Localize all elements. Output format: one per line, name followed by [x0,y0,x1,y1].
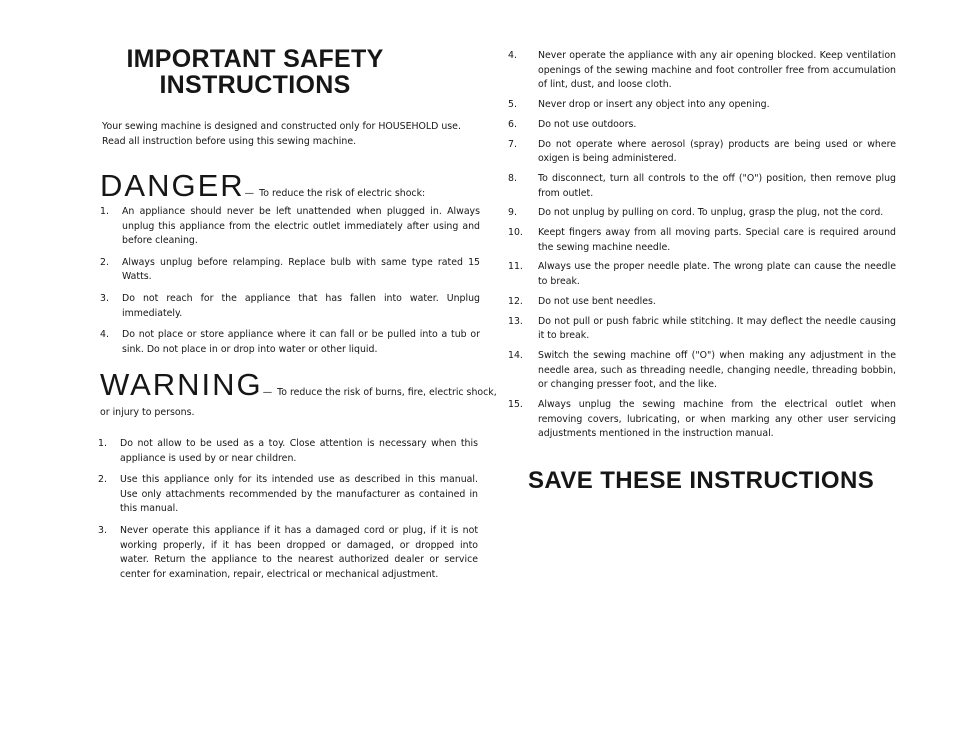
item-text: Never operate this appliance if it has a damaged cord or plug, if it is not working properly, if it has been dropped or damaged, or dropped into water. Return the appliance to the nearest authorized dealer or service center for examination, repair, electrical or mechanical adjustment. [120,524,478,580]
item-number: 9. [508,207,517,219]
item-text: Do not use bent needles. [538,295,656,307]
item-text: Do not place or store appliance where it can fall or be pulled into a tub or sink. Do not place in or drop into water or other liquid. [122,329,480,355]
item-text: Never drop or insert any object into any opening. [538,98,770,110]
warning-dash: — [262,387,273,398]
danger-list [100,205,480,364]
list-item [508,260,896,289]
save-instructions-heading: SAVE THESE INSTRUCTIONS [528,467,875,494]
warning-heading [100,367,497,403]
item-text: Always unplug before relamping. Replace bulb with same type rated 15 Watts. [122,256,480,283]
item-text: Switch the sewing machine off ("O") when making any adjustment in the needle area, such as threading needle, changing needle, threading bobbin, or changing presser foot, and the like. [538,349,896,391]
item-text: Do not unplug by pulling on cord. To unplug, grasp the plug, not the cord. [538,207,884,219]
item-number: 3. [98,524,107,536]
item-text: Do not operate where aerosol (spray) products are being used or where oxigen is being administered. [538,138,896,165]
item-number: 1. [100,206,109,217]
item-text: To disconnect, turn all controls to the off ("O") position, then remove plug from outlet. [538,172,896,199]
item-text: Do not reach for the appliance that has fallen into water. Unplug immediately. [122,292,480,319]
item-number: 6. [508,118,517,130]
list-item [508,98,896,113]
item-number: 7. [508,138,517,150]
warning-subtext-continued: or injury to persons. [100,407,195,418]
item-number: 15. [508,398,523,410]
item-text: Always use the proper needle plate. The wrong plate can cause the needle to break. [538,261,896,288]
danger-dash: — [244,188,255,199]
item-number: 14. [508,349,523,361]
item-text: Do not use outdoors. [538,118,637,130]
danger-heading [100,168,425,204]
list-item [100,256,480,285]
warning-subtext: To reduce the risk of burns, fire, electric shock, [277,387,497,398]
list-item [508,172,896,201]
item-number: 10. [508,227,523,239]
list-item [98,473,478,517]
item-number: 2. [98,474,107,486]
list-item [508,398,896,442]
list-item [508,349,896,393]
page-title: IMPORTANT SAFETY INSTRUCTIONS [126,45,384,99]
list-item [508,118,896,133]
warning-word: WARNING [100,367,263,402]
item-number: 11. [508,261,523,273]
item-text: An appliance should never be left unattended when plugged in. Always unplug this appliance from the electric outlet immediately after using and before cleaning. [122,206,480,247]
item-text: Use this appliance only for its intended use as described in this manual. Use only attachments recommended by the manufacturer as contained in this manual. [120,474,478,515]
list-item [508,315,896,344]
item-text: Keept fingers away from all moving parts. Special care is required around the sewing machine needle. [538,227,896,253]
instructions-list-continued [508,49,896,447]
list-item [508,138,896,167]
item-text: Do not pull or push fabric while stitching. It may deflect the needle causing it to break. [538,315,896,342]
list-item [100,328,480,357]
item-text: Always unplug the sewing machine from the electrical outlet when removing covers, lubricating, or when marking any other user servicing adjustments mentioned in the instruction manual. [538,398,896,440]
list-item [100,292,480,321]
item-number: 4. [508,50,517,61]
list-item [508,295,896,310]
item-number: 8. [508,172,517,184]
item-number: 4. [100,329,109,341]
item-number: 1. [98,438,107,449]
list-item [508,226,896,255]
danger-subtext: To reduce the risk of electric shock: [259,188,426,199]
list-item [98,437,478,466]
intro-paragraph: Your sewing machine is designed and constructed only for HOUSEHOLD use. Read all instruction before using this sewing machine. [102,121,461,147]
list-item [508,206,896,221]
item-text: Never operate the appliance with any air opening blocked. Keep ventilation openings of the sewing machine and foot controller free from accumulation of lint, dust, and loose cloth. [538,50,896,91]
item-number: 3. [100,292,109,304]
item-number: 13. [508,315,523,327]
item-number: 2. [100,256,109,268]
warning-list [98,437,478,589]
list-item [508,49,896,93]
list-item [98,524,478,582]
danger-word: DANGER [100,168,245,203]
list-item [100,205,480,249]
item-number: 5. [508,98,517,110]
item-text: Do not allow to be used as a toy. Close attention is necessary when this appliance is used by or near children. [120,438,478,464]
item-number: 12. [508,295,523,307]
